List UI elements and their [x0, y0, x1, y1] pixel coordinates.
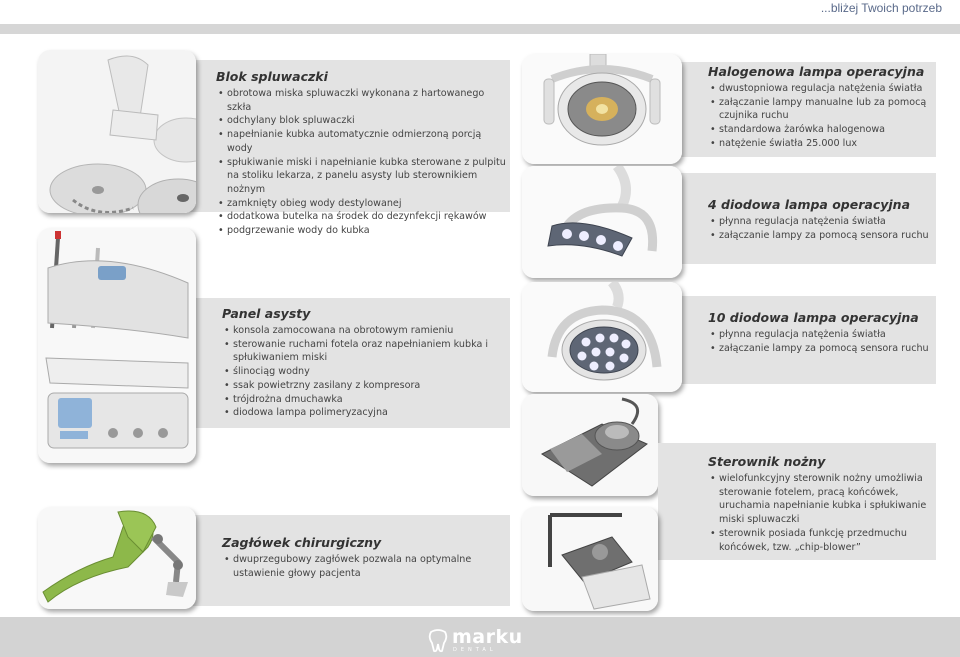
section-title: Sterownik nożny	[708, 454, 826, 469]
list-item: • płynna regulacja natężenia światła	[708, 328, 933, 342]
section-spittoon	[216, 69, 506, 238]
list-item: • ślinociąg wodny	[222, 365, 507, 379]
list-item: • płynna regulacja natężenia światła	[708, 215, 933, 229]
feature-list	[222, 324, 507, 420]
list-item: • dwuprzegubowy zagłówek pozwala na optymalne ustawienie głowy pacjenta	[222, 553, 507, 580]
tooth-icon	[428, 629, 448, 653]
section-headrest	[222, 535, 507, 580]
list-item: • trójdrożna dmuchawka	[222, 393, 507, 407]
feature-list	[222, 553, 507, 580]
section-title: 10 diodowa lampa operacyjna	[708, 310, 919, 325]
section-title: Panel asysty	[222, 306, 311, 321]
headrest-photo	[38, 507, 196, 609]
list-item: • sterowanie ruchami fotela oraz napełnianiem kubka i spłukiwaniem miski	[222, 338, 507, 365]
list-item: • sterownik posiada funkcję przedmuchu końcówek, tzw. „chip-blower”	[708, 527, 933, 554]
led4-lamp-image	[522, 166, 682, 278]
brand-logo	[428, 628, 523, 653]
list-item: • załączanie lampy za pomocą sensora ruchu	[708, 342, 933, 356]
list-item: • natężenie światła 25.000 lux	[708, 137, 933, 151]
logo-subtext: DENTAL	[453, 647, 497, 653]
feature-list	[216, 87, 506, 238]
tagline: ...bliżej Twoich potrzeb	[820, 1, 942, 15]
spittoon-image	[38, 50, 196, 213]
list-item: • spłukiwanie miski i napełnianie kubka sterowane z pulpitu na stoliku lekarza, z panelu asysty lub sterownikiem nożnym	[216, 156, 506, 197]
list-item: • dwustopniowa regulacja natężenia światła	[708, 82, 933, 96]
list-item: • diodowa lampa polimeryzacyjna	[222, 406, 507, 420]
list-item: • załączanie lampy za pomocą sensora ruchu	[708, 229, 933, 243]
feature-list	[708, 472, 933, 554]
list-item: • konsola zamocowana na obrotowym ramieniu	[222, 324, 507, 338]
led10-lamp-photo	[522, 282, 682, 392]
led4-lamp-photo	[522, 166, 682, 278]
feature-list	[708, 215, 933, 242]
section-title: Zagłówek chirurgiczny	[222, 535, 382, 550]
feature-list	[708, 82, 933, 151]
foot-control-photo-2	[522, 507, 658, 611]
assistant-panel-photo	[38, 228, 196, 463]
halogen-lamp-image	[522, 54, 682, 164]
list-item: • podgrzewanie wody do kubka	[216, 224, 506, 238]
section-title: Blok spluwaczki	[216, 69, 328, 84]
list-item: • napełnianie kubka automatycznie odmierzoną porcją wody	[216, 128, 506, 155]
feature-list	[708, 328, 933, 355]
section-assistant-panel	[222, 306, 507, 420]
logo-text: marku	[452, 626, 523, 648]
section-halogen-lamp	[708, 64, 933, 151]
section-title: 4 diodowa lampa operacyjna	[708, 197, 911, 212]
list-item: • wielofunkcyjny sterownik nożny umożliwia sterowanie fotelem, pracą końcówek, uruchamia napełnianie kubka i spłukiwanie miski spluwaczki	[708, 472, 933, 527]
list-item: • odchylany blok spluwaczki	[216, 114, 506, 128]
halogen-lamp-photo	[522, 54, 682, 164]
list-item: • ssak powietrzny zasilany z kompresora	[222, 379, 507, 393]
top-bar	[0, 24, 960, 34]
spittoon-photo	[38, 50, 196, 213]
foot-control-image-1	[522, 394, 658, 496]
list-item: • standardowa żarówka halogenowa	[708, 123, 933, 137]
section-4-led-lamp	[708, 197, 933, 242]
section-10-led-lamp	[708, 310, 933, 355]
section-foot-control	[708, 454, 933, 554]
assistant-panel-image	[38, 228, 196, 463]
list-item: • obrotowa miska spluwaczki wykonana z hartowanego szkła	[216, 87, 506, 114]
list-item: • załączanie lampy manualne lub za pomocą czujnika ruchu	[708, 96, 933, 123]
section-title: Halogenowa lampa operacyjna	[708, 64, 925, 79]
list-item: • zamknięty obieg wody destylowanej	[216, 197, 506, 211]
led10-lamp-image	[522, 282, 682, 392]
foot-control-image-2	[522, 507, 658, 611]
foot-control-photo-1	[522, 394, 658, 496]
list-item: • dodatkowa butelka na środek do dezynfekcji rękawów	[216, 210, 506, 224]
headrest-image	[38, 507, 196, 609]
